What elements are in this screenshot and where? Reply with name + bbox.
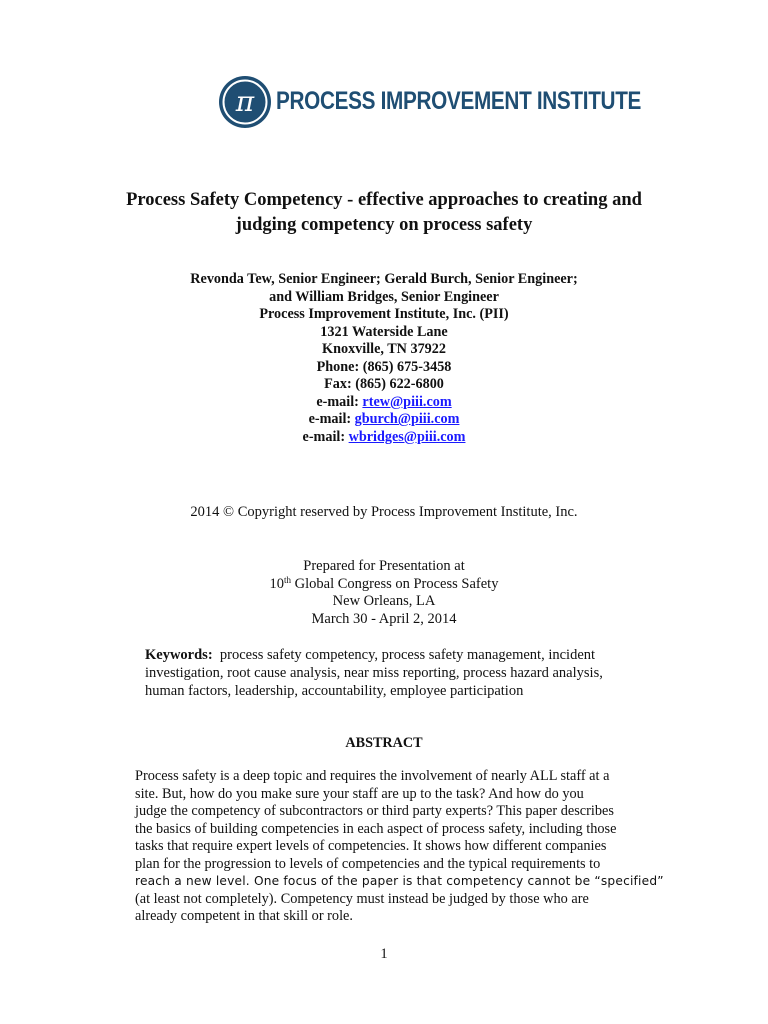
abstract-line: plan for the progression to levels of competencies and the typical requirements to (135, 855, 601, 872)
keywords-block (145, 646, 625, 700)
email-line-1 (84, 394, 684, 412)
keywords-label: Keywords: (145, 647, 213, 663)
abstract-line: Process safety is a deep topic and requires the involvement of nearly ALL staff at a (135, 768, 610, 784)
keywords-text-1: process safety competency, process safety management, incident (219, 647, 596, 663)
abstract-body (135, 768, 664, 926)
author-block (84, 271, 684, 446)
abstract-line: site. But, how do you make sure your staff are up to the task? And how do you (135, 785, 584, 802)
email-link-wbridges[interactable]: wbridges@piii.com (348, 428, 466, 445)
paper-title (60, 188, 708, 238)
phone-number: Phone: (865) 675-3458 (316, 358, 452, 375)
authors-line-2: and William Bridges, Senior Engineer (269, 288, 499, 305)
page-number: 1 (380, 946, 388, 962)
abstract-line: (at least not completely). Competency must instead be judged by those who are (135, 890, 589, 907)
congress-number: 10 (269, 575, 285, 592)
abstract-line: the basics of building competencies in each aspect of process safety, including those (135, 820, 617, 837)
email-label: e-mail: (316, 393, 359, 410)
street-address: 1321 Waterside Lane (320, 323, 448, 340)
email-label: e-mail: (308, 411, 352, 427)
abstract-line: reach a new level. One focus of the paper is that competency cannot be “specified” (135, 874, 664, 888)
city-address: Knoxville, TN 37922 (322, 341, 446, 357)
title-line-2: judging competency on process safety (235, 215, 533, 235)
congress-name: Global Congress on Process Safety (291, 575, 499, 592)
presentation-location: New Orleans, LA (332, 593, 436, 609)
abstract-heading: ABSTRACT (345, 735, 423, 751)
authors-line-1: Revonda Tew, Senior Engineer; Gerald Burch, Senior Engineer; (190, 271, 578, 287)
logo-wordmark: PROCESS IMPROVEMENT INSTITUTE (276, 87, 642, 115)
abstract-line: judge the competency of subcontractors or third party experts? This paper describes (135, 803, 614, 819)
presentation-dates: March 30 - April 2, 2014 (311, 610, 457, 627)
organization: Process Improvement Institute, Inc. (PII) (259, 306, 509, 322)
abstract-line: tasks that require expert levels of competencies. It shows how different companies (135, 838, 607, 854)
email-line-2 (84, 411, 684, 429)
email-label: e-mail: (302, 428, 346, 445)
pi-logo-icon (218, 75, 272, 129)
prepared-for-line: Prepared for Presentation at (303, 558, 465, 574)
congress-line (84, 576, 684, 594)
keywords-line-2: investigation, root cause analysis, near miss reporting, process hazard analysis, (145, 665, 603, 681)
keywords-line-1 (145, 646, 625, 664)
title-line-1: Process Safety Competency - effective approaches to creating and (126, 190, 642, 210)
congress-ordinal-suffix: th (284, 574, 292, 585)
copyright-notice: 2014 © Copyright reserved by Process Improvement Institute, Inc. (190, 504, 578, 520)
logo-symbol: π (235, 85, 255, 118)
pii-logo (218, 75, 642, 133)
email-line-3 (84, 429, 684, 447)
email-link-gburch[interactable]: gburch@piii.com (354, 411, 460, 427)
email-link-rtew[interactable]: rtew@piii.com (362, 393, 452, 410)
keywords-line-3: human factors, leadership, accountability, employee participation (145, 683, 524, 699)
presentation-info (84, 558, 684, 628)
fax-number: Fax: (865) 622-6800 (324, 376, 444, 392)
abstract-line: already competent in that skill or role. (135, 908, 353, 924)
